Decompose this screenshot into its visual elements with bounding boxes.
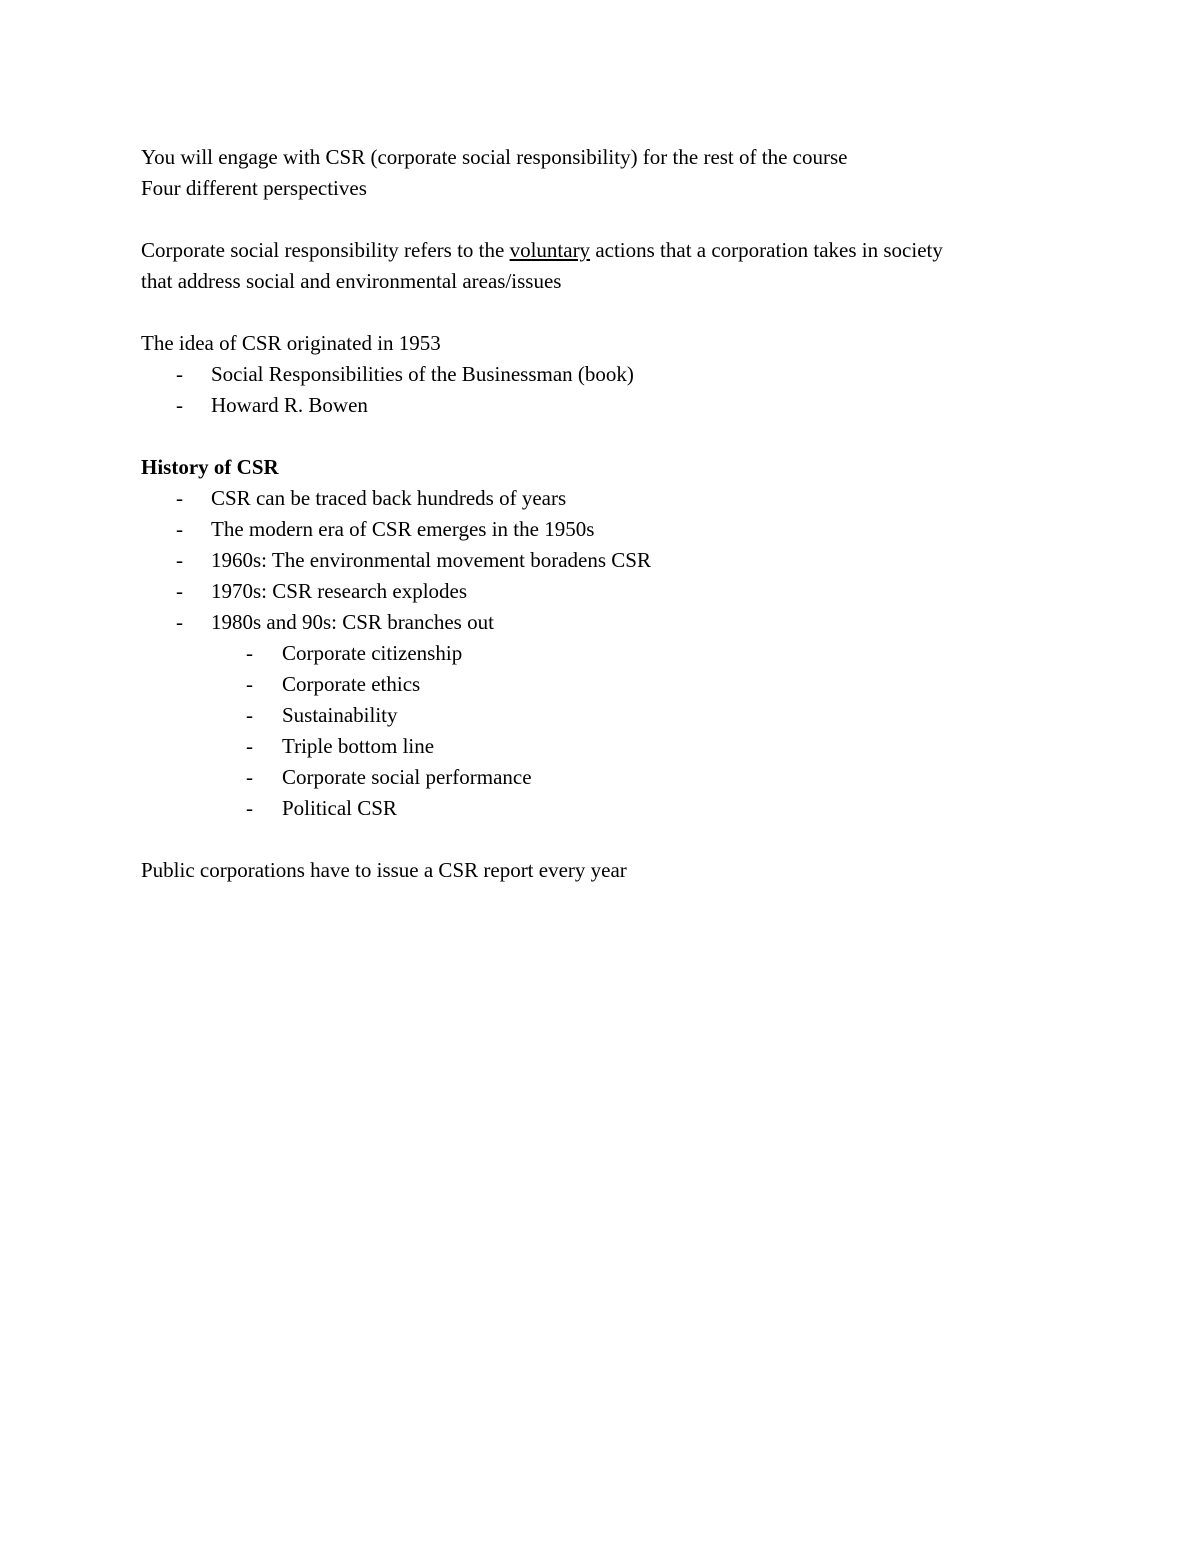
dash-bullet: - bbox=[246, 734, 253, 758]
blank-line bbox=[141, 824, 1061, 855]
dash-bullet: - bbox=[246, 703, 253, 727]
sub-list-item bbox=[141, 700, 1061, 731]
sub-list-item bbox=[141, 638, 1061, 669]
sub-list-item-text: Corporate citizenship bbox=[282, 641, 463, 665]
closing-line: Public corporations have to issue a CSR report every year bbox=[141, 858, 627, 882]
dash-bullet: - bbox=[246, 641, 253, 665]
definition-text: actions that a corporation takes in society bbox=[590, 238, 943, 262]
section-heading: History of CSR bbox=[141, 455, 279, 479]
list-item bbox=[141, 514, 1061, 545]
sub-list-item-text: Corporate social performance bbox=[282, 765, 532, 789]
sub-list-item-text: Corporate ethics bbox=[282, 672, 421, 696]
list-item bbox=[141, 390, 1061, 421]
dash-bullet: - bbox=[176, 362, 183, 386]
dash-bullet: - bbox=[176, 517, 183, 541]
intro-line: Four different perspectives bbox=[141, 176, 367, 200]
list-item bbox=[141, 545, 1061, 576]
dash-bullet: - bbox=[246, 672, 253, 696]
blank-line bbox=[141, 297, 1061, 328]
list-item-text: The modern era of CSR emerges in the 1950s bbox=[211, 517, 595, 541]
definition-emphasis: voluntary bbox=[509, 238, 591, 262]
list-item bbox=[141, 483, 1061, 514]
dash-bullet: - bbox=[176, 393, 183, 417]
definition-text: Corporate social responsibility refers to the bbox=[141, 238, 510, 262]
list-item-text: Social Responsibilities of the Businessman (book) bbox=[211, 362, 634, 386]
origin-heading: The idea of CSR originated in 1953 bbox=[141, 331, 441, 355]
dash-bullet: - bbox=[176, 548, 183, 572]
sub-list-item-text: Triple bottom line bbox=[282, 734, 435, 758]
list-item-text: 1960s: The environmental movement boradens CSR bbox=[211, 548, 651, 572]
list-item-text: 1980s and 90s: CSR branches out bbox=[211, 610, 494, 634]
list-item bbox=[141, 576, 1061, 607]
dash-bullet: - bbox=[246, 796, 253, 820]
intro-line: You will engage with CSR (corporate social responsibility) for the rest of the course bbox=[141, 145, 848, 169]
document-body bbox=[141, 142, 1061, 886]
list-item-text: 1970s: CSR research explodes bbox=[211, 579, 468, 603]
blank-line bbox=[141, 204, 1061, 235]
dash-bullet: - bbox=[246, 765, 253, 789]
sub-list-item-text: Sustainability bbox=[282, 703, 398, 727]
definition-line: that address social and environmental areas/issues bbox=[141, 269, 562, 293]
list-item bbox=[141, 607, 1061, 638]
definition-line bbox=[141, 235, 1061, 266]
blank-line bbox=[141, 421, 1061, 452]
dash-bullet: - bbox=[176, 579, 183, 603]
dash-bullet: - bbox=[176, 486, 183, 510]
sub-list-item bbox=[141, 793, 1061, 824]
sub-list-item bbox=[141, 731, 1061, 762]
list-item-text: CSR can be traced back hundreds of years bbox=[211, 486, 567, 510]
dash-bullet: - bbox=[176, 610, 183, 634]
sub-list-item-text: Political CSR bbox=[282, 796, 397, 820]
sub-list-item bbox=[141, 669, 1061, 700]
list-item bbox=[141, 359, 1061, 390]
sub-list-item bbox=[141, 762, 1061, 793]
list-item-text: Howard R. Bowen bbox=[211, 393, 368, 417]
